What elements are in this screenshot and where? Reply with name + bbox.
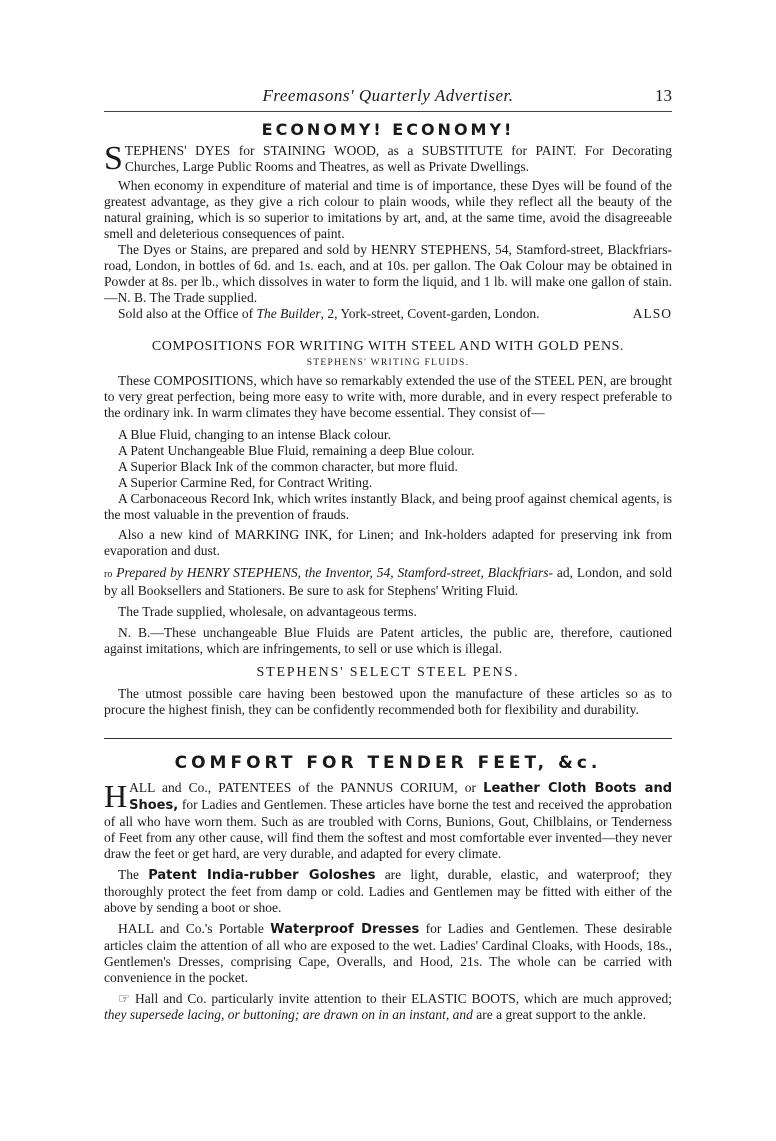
list-item: A Superior Black Ink of the common character, but more fluid. bbox=[118, 459, 458, 474]
comfort-p3-rest: for Ladies and Gentlemen. These desirable articles claim the attention of all who are exposed to the wet. Ladies' Cardinal Cloaks, with Hoods, 18s., Gentlemen's Dresses, comprising Cape, Overalls, and Hood, 21s. The whole can be carried with convenience in the pocket. bbox=[104, 921, 672, 985]
leather-cloth-label: Leather Cloth Boots and Shoes, bbox=[129, 781, 673, 813]
comfort-p3-text: HALL and Co.'s Portable bbox=[118, 921, 264, 936]
economy-address: , 2, York-street, Covent-garden, London. bbox=[320, 306, 540, 321]
comfort-heading: COMFORT FOR TENDER FEET, &c. bbox=[174, 753, 602, 773]
list-item: A Carbonaceous Record Ink, which writes instantly Black, and being proof against chemical agents, is the most valuable in the prevention of frauds. bbox=[104, 491, 672, 522]
comfort-p1-rest: for Ladies and Gentlemen. These articles have borne the test and received the approbation of all who have worn them. Such as are troubled with Corns, Bunions, Gout, Chilblains, or Tenderness of Feet from any other cause, will find them the softest and most comfortable ever invented—they never draw the feet or get hard, are very durable, and adapted for every climate. bbox=[104, 797, 672, 861]
compositions-ad bbox=[104, 338, 672, 657]
comfort-ad bbox=[104, 752, 672, 1023]
comfort-para-1 bbox=[104, 780, 672, 862]
comfort-para-3 bbox=[104, 921, 672, 986]
economy-ad bbox=[104, 120, 672, 322]
comfort-para-4 bbox=[104, 991, 672, 1023]
comfort-p4-text: Hall and Co. particularly invite attention to their ELASTIC BOOTS, which are much approved; bbox=[134, 991, 672, 1006]
fluid-list bbox=[104, 427, 672, 523]
running-head bbox=[104, 86, 672, 108]
comfort-p2-text: The bbox=[118, 867, 139, 882]
comfort-para-2 bbox=[104, 867, 672, 916]
comfort-p4-italic: they supersede lacing, or buttoning; are drawn on in an instant, and bbox=[104, 1007, 473, 1022]
list-item: A Superior Carmine Red, for Contract Writing. bbox=[118, 475, 373, 490]
waterproof-dresses-label: Waterproof Dresses bbox=[270, 922, 420, 937]
economy-para-2: The Dyes or Stains, are prepared and sold by HENRY STEPHENS, 54, Stamford-street, Blackfriars-road, London, in bottles of 6d. and 1s. each, and at 10s. per gallon. The Oak Colour may be obtained in Powder at 8s. per lb., which dissolves in water to form the liquid, and 1 lb. will make one gallon of stain.—N. B. The Trade supplied. bbox=[104, 242, 672, 305]
prepared-by-text: Prepared by HENRY STEPHENS, the Inventor, 54, Stamford-street, Blackfriars- bbox=[116, 565, 553, 580]
comfort-p1-text: ALL and Co., PATENTEES of the PANNUS CORIUM, or bbox=[129, 780, 477, 795]
comfort-dropcap: H bbox=[104, 778, 128, 814]
goloshes-label: Patent India-rubber Goloshes bbox=[148, 868, 376, 883]
torn-prefix: ro bbox=[104, 569, 113, 580]
section-divider bbox=[104, 738, 672, 739]
compositions-subheading: STEPHENS' WRITING FLUIDS. bbox=[306, 358, 470, 368]
list-item: A Blue Fluid, changing to an intense Black colour. bbox=[118, 427, 391, 442]
economy-heading: ECONOMY! ECONOMY! bbox=[261, 120, 515, 139]
economy-intro-text: TEPHENS' DYES for STAINING WOOD, as a SUBSTITUTE for PAINT. For Decorating Churches, Large Public Rooms and Theatres, as well as Private Dwellings. bbox=[124, 143, 672, 174]
pointing-hand-icon: ☞ bbox=[118, 991, 131, 1006]
compositions-para-4: The Trade supplied, wholesale, on advantageous terms. bbox=[118, 604, 417, 619]
comfort-p4-rest: are a great support to the ankle. bbox=[476, 1007, 647, 1022]
select-pens-ad bbox=[104, 664, 672, 718]
running-title: Freemasons' Quarterly Advertiser. bbox=[262, 86, 514, 105]
page-number: 13 bbox=[655, 86, 672, 105]
comfort-p2-rest: are light, durable, elastic, and waterproof; they thoroughly protect the feet from damp or cold. Ladies and Gentlemen may be fitted with either of the above by sending a boot or shoe. bbox=[104, 867, 672, 915]
select-pens-para: The utmost possible care having been bestowed upon the manufacture of these articles so as to procure the highest finish, they can be confidently recommended both for flexibility and durability. bbox=[104, 686, 672, 717]
compositions-para-1: These COMPOSITIONS, which have so remarkably extended the use of the STEEL PEN, are brought to very great perfection, being more easy to write with, more durable, and in every respect preferable to the ordinary ink. In warm climates they have become essential. They consist of— bbox=[104, 373, 672, 420]
list-item: A Patent Unchangeable Blue Fluid, remaining a deep Blue colour. bbox=[118, 443, 475, 458]
economy-dropcap: S bbox=[104, 140, 123, 177]
compositions-para-2: Also a new kind of MARKING INK, for Linen; and Ink-holders adapted for preserving ink from evaporation and dust. bbox=[104, 527, 672, 558]
header-rule bbox=[104, 111, 672, 112]
compositions-para-5: N. B.—These unchangeable Blue Fluids are Patent articles, the public are, therefore, cautioned against imitations, which are infringements, to sell or use which is illegal. bbox=[104, 625, 672, 656]
compositions-heading: COMPOSITIONS FOR WRITING WITH STEEL AND WITH GOLD PENS. bbox=[151, 339, 625, 354]
economy-intro bbox=[104, 140, 672, 177]
select-pens-heading: STEPHENS' SELECT STEEL PENS. bbox=[256, 665, 520, 680]
economy-para-1: When economy in expenditure of material and time is of importance, these Dyes will be found of the greatest advantage, as they give a rich colour to plain woods, while they reflect all the beauty of the natural graining, which is so superior to imitations by art, and, at the same time, avoid the disagreeable smell and deleterious consequences of paint. bbox=[104, 178, 672, 241]
economy-para-3 bbox=[104, 306, 672, 322]
the-builder-title: The Builder bbox=[256, 306, 321, 321]
prepared-by-rest: ad, London, and sold by all Booksellers and Stationers. Be sure to ask for Stephens' Writing Fluid. bbox=[104, 565, 673, 598]
economy-also: ALSO bbox=[632, 306, 672, 321]
compositions-para-3 bbox=[104, 565, 672, 599]
economy-sold-text: Sold also at the Office of bbox=[118, 306, 254, 321]
